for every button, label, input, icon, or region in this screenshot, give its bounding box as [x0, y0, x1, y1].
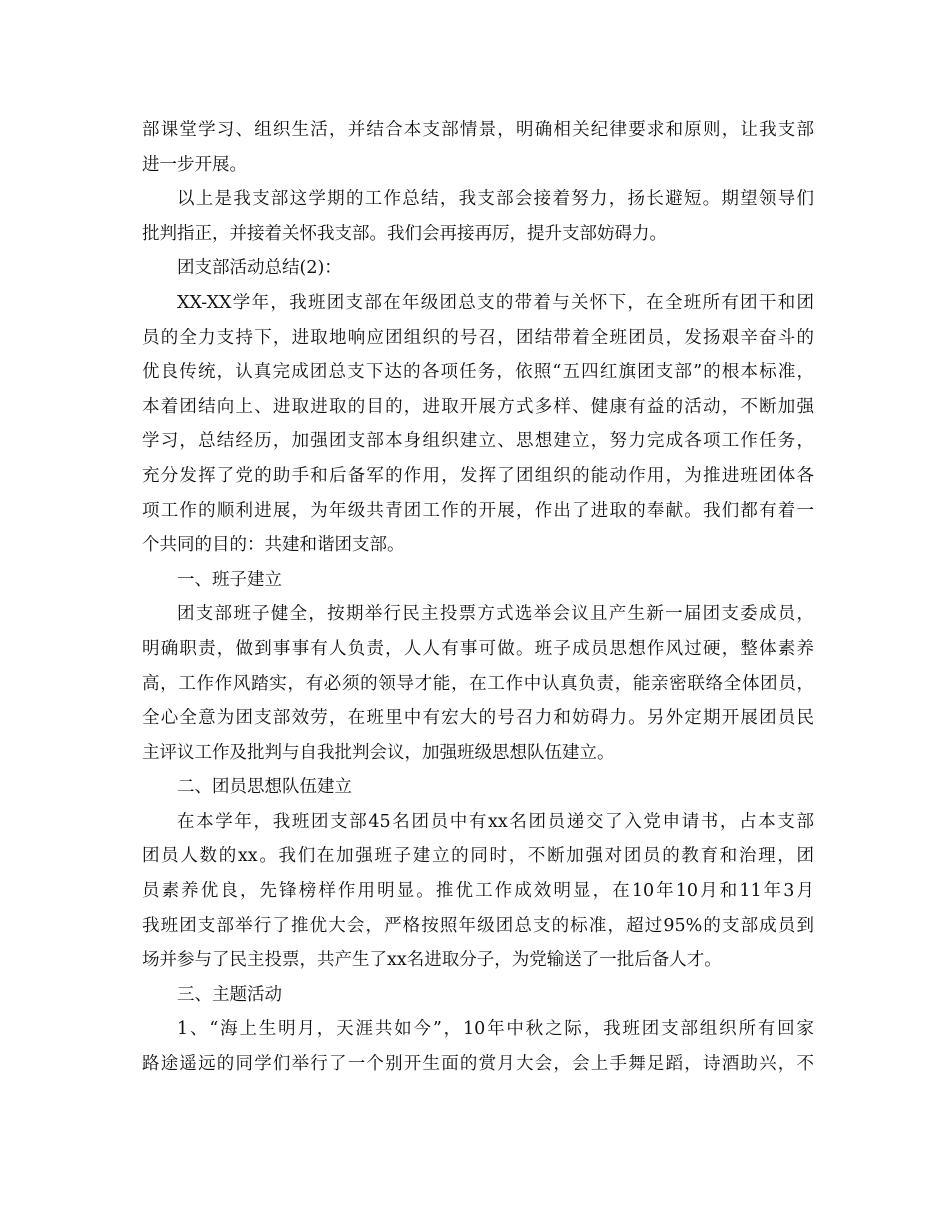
text-line: 高，工作作风踏实，有必须的领导才能，在工作中认真负责，能亲密联络全体团员，: [142, 673, 814, 694]
text-line: 场并参与了民主投票，共产生了xx名进取分子，为党输送了一批后备人才。: [142, 950, 722, 971]
text-line: 充分发挥了党的助手和后备军的作用，发挥了团组织的能动作用，为推进班团体各: [142, 465, 814, 486]
text-line: 个共同的目的：共建和谐团支部。: [142, 535, 405, 556]
text-line: 批判指正，并接着关怀我支部。我们会再接再厉，提升支部妨碍力。: [142, 223, 667, 244]
text-line: 本着团结向上、进取进取的目的，进取开展方式多样、健康有益的活动，不断加强: [142, 396, 814, 417]
text-line: 团支部活动总结(2)：: [177, 258, 342, 279]
text-line: 项工作的顺利进展，为年级共青团工作的开展，作出了进取的奉献。我们都有着一: [142, 500, 814, 521]
text-line: 我班团支部举行了推优大会，严格按照年级团总支的标准，超过95%的支部成员到: [142, 915, 814, 936]
text-line: XX-XX学年，我班团支部在年级团总支的带着与关怀下，在全班所有团干和团: [177, 292, 814, 313]
text-line: 二、团员思想队伍建立: [177, 777, 352, 798]
text-line: 部课堂学习、组织生活，并结合本支部情景，明确相关纪律要求和原则，让我支部: [142, 120, 814, 140]
text-line: 员素养优良，先锋榜样作用明显。推优工作成效明显，在10年10月和11年3月: [142, 881, 814, 902]
text-line: 团员人数的xx。我们在加强班子建立的同时，不断加强对团员的教育和治理，团: [142, 846, 814, 867]
document-body: [142, 113, 814, 1082]
text-line: 全心全意为团支部效劳，在班里中有宏大的号召力和妨碍力。另外定期开展团员民: [142, 708, 814, 729]
text-line: 优良传统，认真完成团总支下达的各项任务，依照“五四红旗团支部”的根本标准，: [142, 362, 814, 383]
text-line: 1、“海上生明月，天涯共如今”，10年中秋之际，我班团支部组织所有回家: [177, 1019, 814, 1040]
text-line: 一、班子建立: [177, 569, 282, 590]
text-line: 团支部班子健全，按期举行民主投票方式选举会议且产生新一届团支委成员，: [177, 604, 814, 625]
text-line: 三、主题活动: [177, 984, 282, 1005]
text-line: 路途遥远的同学们举行了一个别开生面的赏月大会，会上手舞足蹈，诗酒助兴，不: [142, 1054, 814, 1075]
text-line: 学习，总结经历，加强团支部本身组织建立、思想建立，努力完成各项工作任务，: [142, 431, 814, 452]
text-line: 主评议工作及批判与自我批判会议，加强班级思想队伍建立。: [142, 742, 615, 763]
text-line: 员的全力支持下，进取地响应团组织的号召，团结带着全班团员，发扬艰辛奋斗的: [142, 327, 814, 348]
text-line: 以上是我支部这学期的工作总结，我支部会接着努力，扬长避短。期望领导们: [177, 189, 814, 210]
text-line: 明确职责，做到事事有人负责，人人有事可做。班子成员思想作风过硬，整体素养: [142, 638, 814, 659]
text-line: 在本学年，我班团支部45名团员中有xx名团员递交了入党申请书，占本支部: [177, 811, 814, 832]
text-line: 进一步开展。: [142, 154, 247, 175]
